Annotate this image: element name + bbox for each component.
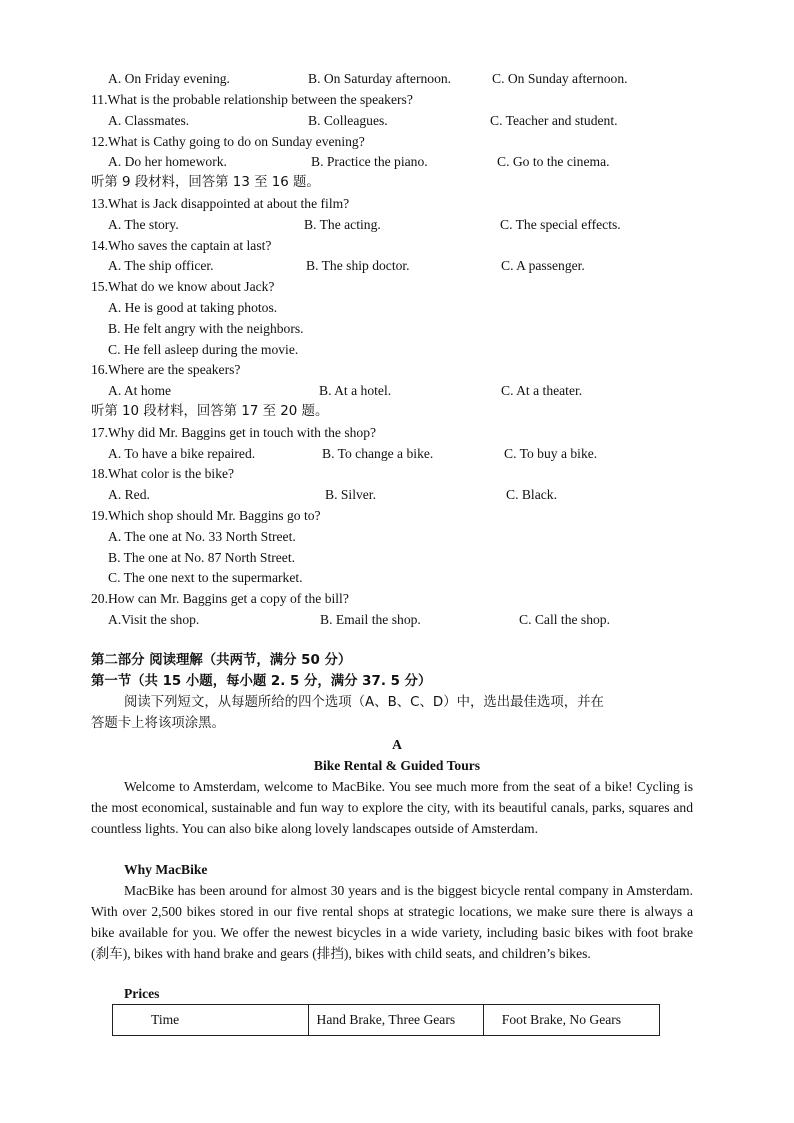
- q19-option-a: A. The one at No. 33 North Street.: [108, 529, 296, 544]
- q15-stem: 15.What do we know about Jack?: [91, 279, 275, 294]
- q13-option-c: C. The special effects.: [500, 217, 621, 232]
- table-row: [113, 1005, 660, 1036]
- q12-option-b: B. Practice the piano.: [311, 154, 428, 169]
- q10-option-a: A. On Friday evening.: [108, 71, 230, 86]
- reading-instructions-line2: 答题卡上将该项涂黑。: [91, 716, 225, 731]
- q20-option-b: B. Email the shop.: [320, 612, 421, 627]
- q15-option-b: B. He felt angry with the neighbors.: [108, 321, 304, 336]
- q11-option-c: C. Teacher and student.: [490, 113, 618, 128]
- why-macbike-heading: Why MacBike: [124, 862, 208, 877]
- q10-option-c: C. On Sunday afternoon.: [492, 71, 628, 86]
- q14-stem: 14.Who saves the captain at last?: [91, 238, 272, 253]
- q20-stem: 20.How can Mr. Baggins get a copy of the bill?: [91, 591, 349, 606]
- q11-option-a: A. Classmates.: [108, 113, 190, 128]
- passage-letter: A: [392, 737, 402, 752]
- q16-option-a: A. At home: [108, 383, 172, 398]
- prices-heading: Prices: [124, 986, 160, 1001]
- q10-option-b: B. On Saturday afternoon.: [308, 71, 452, 86]
- table-header-hand-brake: Hand Brake, Three Gears: [308, 1005, 483, 1036]
- q19-option-c: C. The one next to the supermarket.: [108, 570, 303, 585]
- table-header-foot-brake: Foot Brake, No Gears: [483, 1005, 659, 1036]
- passage-paragraph-2: MacBike has been around for almost 30 years and is the biggest bicycle rental company in Amsterdam. With over 2,500 bikes stored in our five rental shops at strategic locations, we make sure there is always a bike available for you. We offer the newest bicycles in a wide variety, including basic bikes with foot brake (刹车), bikes with hand brake and gears (排挡), bikes with child seats, and children’s bikes.: [91, 883, 693, 961]
- part2-title: 第二部分 阅读理解（共两节，满分 50 分）: [91, 653, 352, 668]
- q17-stem: 17.Why did Mr. Baggins get in touch with the shop?: [91, 425, 377, 440]
- q16-stem: 16.Where are the speakers?: [91, 362, 241, 377]
- q20-option-a: A.Visit the shop.: [108, 612, 200, 627]
- q12-stem: 12.What is Cathy going to do on Sunday evening?: [91, 134, 365, 149]
- prices-table: [112, 1004, 660, 1036]
- q14-option-b: B. The ship doctor.: [306, 258, 410, 273]
- q17-option-c: C. To buy a bike.: [504, 446, 598, 461]
- section1-title: 第一节（共 15 小题，每小题 2. 5 分，满分 37. 5 分）: [91, 674, 432, 689]
- q11-stem: 11.What is the probable relationship between the speakers?: [91, 92, 413, 107]
- q13-option-a: A. The story.: [108, 217, 179, 232]
- q18-option-b: B. Silver.: [325, 487, 376, 502]
- passage-paragraph-1: Welcome to Amsterdam, welcome to MacBike. You see much more from the seat of a bike! Cycling is the most economical, sustainable and fun way to explore the city, with its beautiful canals, parks, squares and countless lights. You can also bike along lovely landscapes outside of Amsterdam.: [91, 779, 693, 836]
- table-header-time: Time: [113, 1005, 309, 1036]
- q20-option-c: C. Call the shop.: [519, 612, 611, 627]
- q18-stem: 18.What color is the bike?: [91, 466, 235, 481]
- q15-option-a: A. He is good at taking photos.: [108, 300, 278, 315]
- q19-stem: 19.Which shop should Mr. Baggins go to?: [91, 508, 321, 523]
- q16-option-b: B. At a hotel.: [319, 383, 392, 398]
- q16-option-c: C. At a theater.: [501, 383, 583, 398]
- instruction-section-9: 听第 9 段材料，回答第 13 至 16 题。: [91, 175, 320, 190]
- instruction-section-10: 听第 10 段材料，回答第 17 至 20 题。: [91, 404, 329, 419]
- q14-option-c: C. A passenger.: [501, 258, 585, 273]
- q18-option-a: A. Red.: [108, 487, 150, 502]
- q14-option-a: A. The ship officer.: [108, 258, 214, 273]
- q19-option-b: B. The one at No. 87 North Street.: [108, 550, 296, 565]
- q18-option-c: C. Black.: [506, 487, 557, 502]
- q15-option-c: C. He fell asleep during the movie.: [108, 342, 299, 357]
- q13-option-b: B. The acting.: [304, 217, 381, 232]
- q12-option-c: C. Go to the cinema.: [497, 154, 610, 169]
- q17-option-a: A. To have a bike repaired.: [108, 446, 256, 461]
- passage-title: Bike Rental & Guided Tours: [313, 758, 481, 773]
- q12-option-a: A. Do her homework.: [108, 154, 227, 169]
- q11-option-b: B. Colleagues.: [308, 113, 388, 128]
- reading-instructions-line1: 阅读下列短文，从每题所给的四个选项（A、B、C、D）中，选出最佳选项，并在: [124, 695, 604, 710]
- q17-option-b: B. To change a bike.: [322, 446, 434, 461]
- q13-stem: 13.What is Jack disappointed at about the film?: [91, 196, 350, 211]
